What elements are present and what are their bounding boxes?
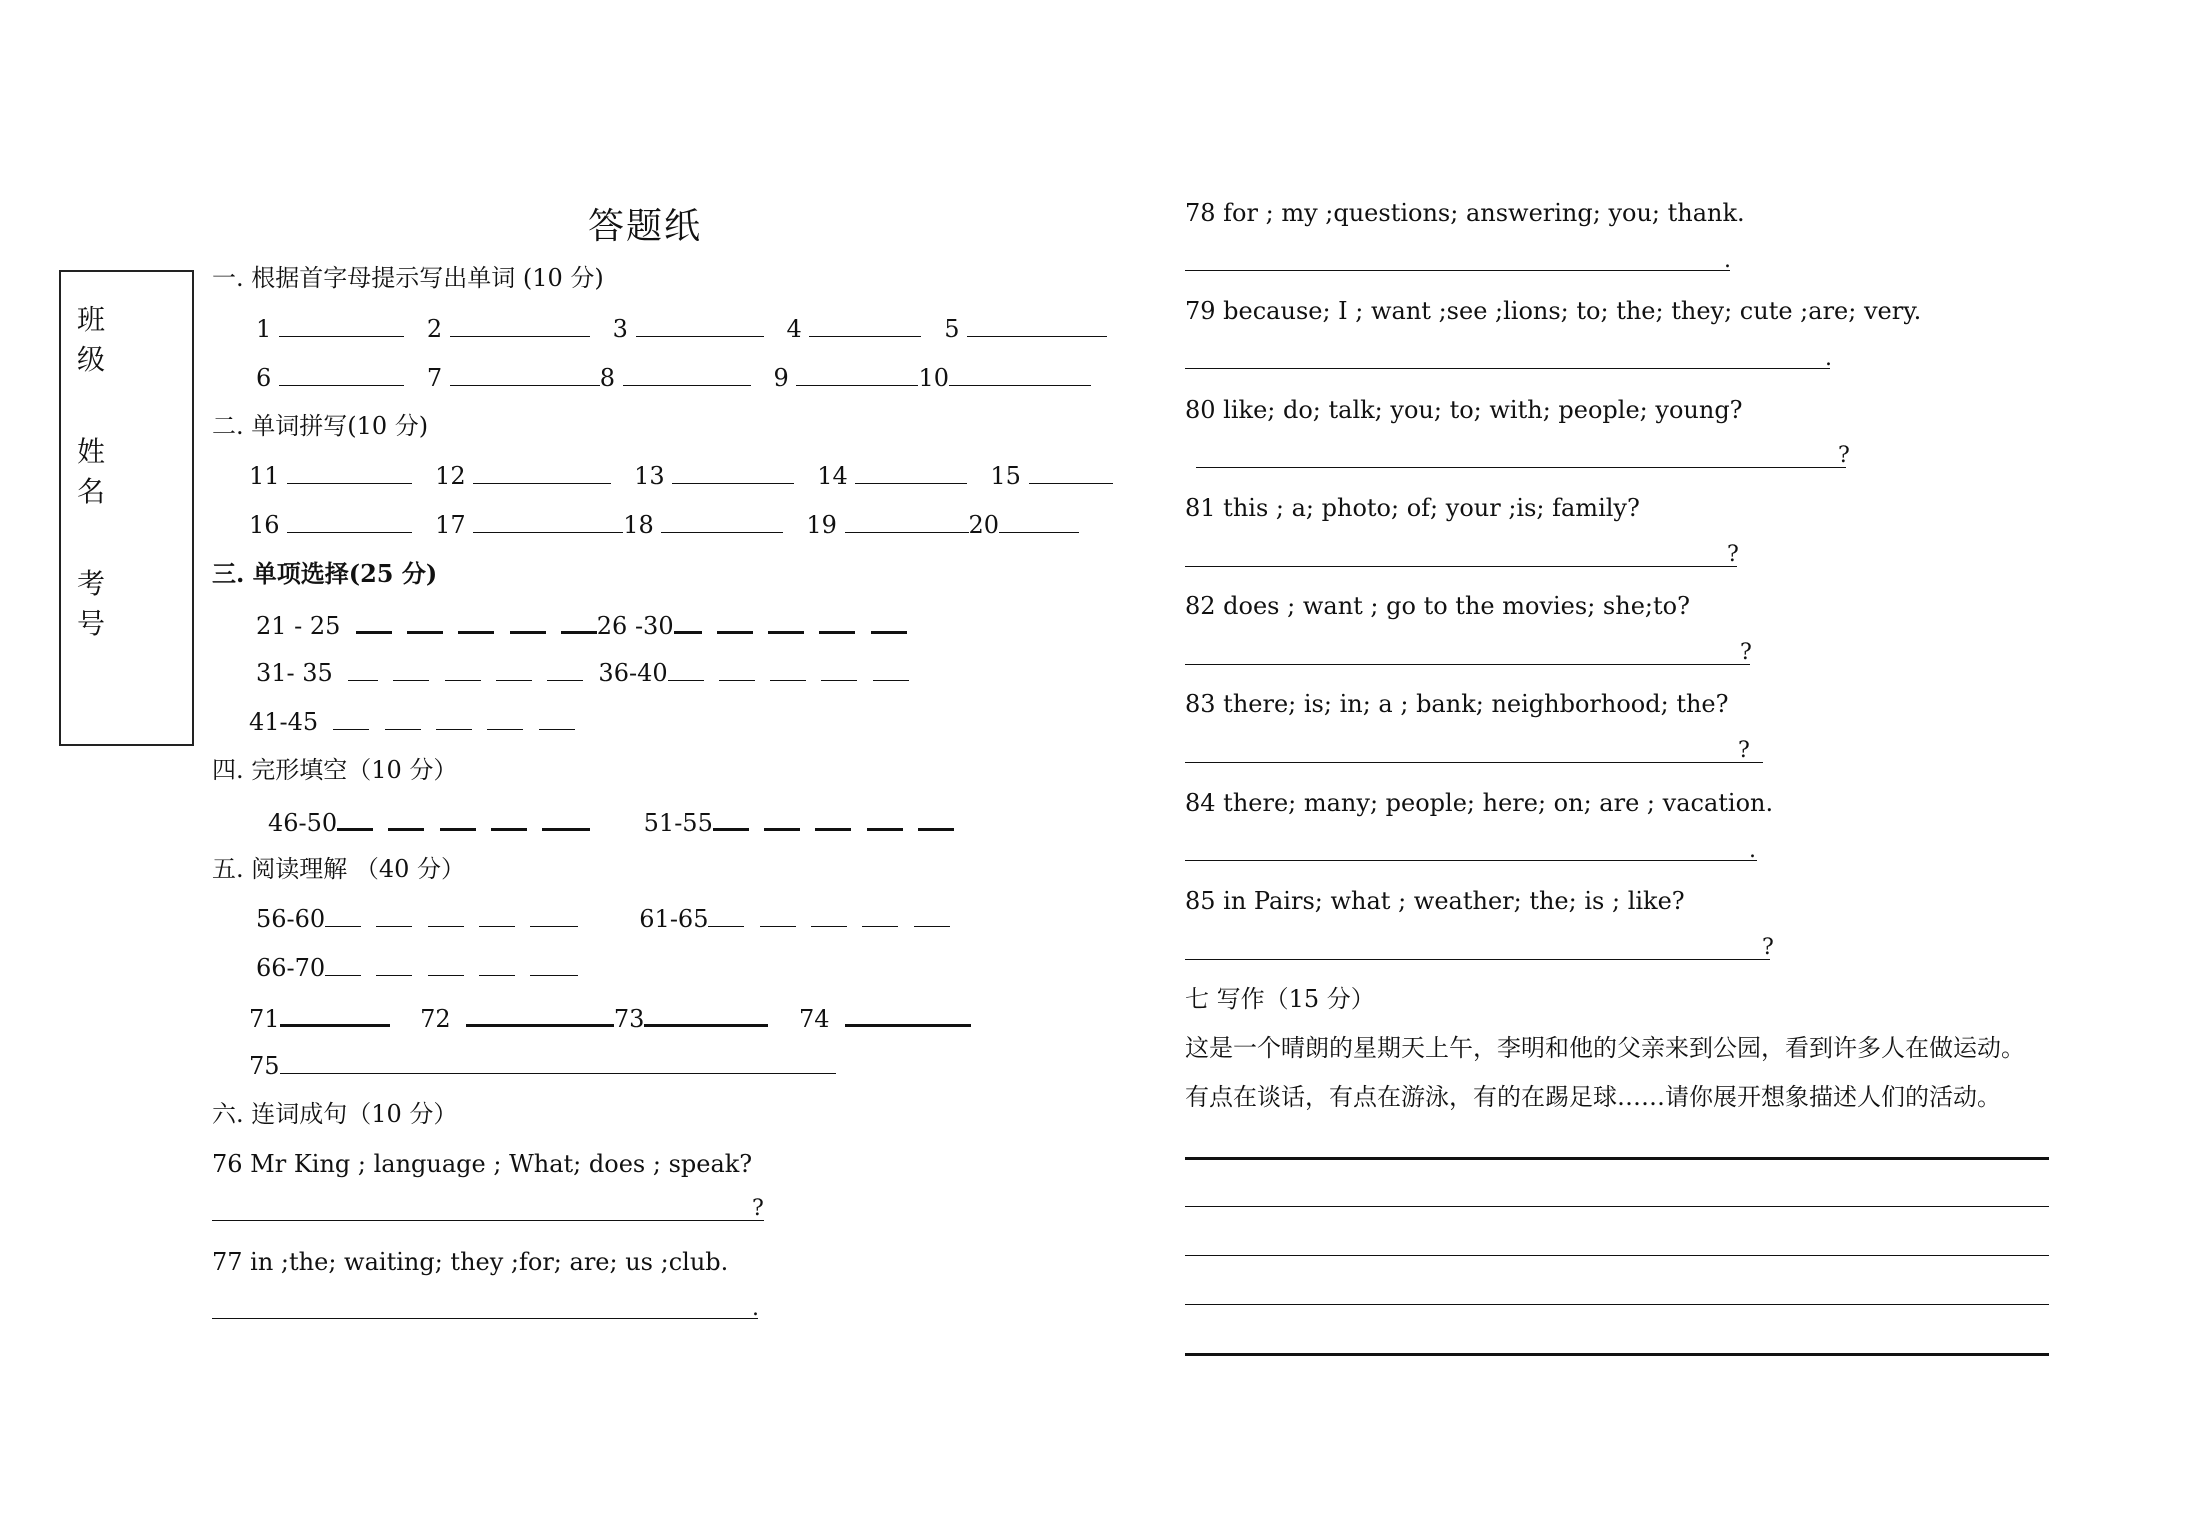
writing-prompt-line-2: 有点在谈话，有点在游泳，有的在踢足球……请你展开想象描述人们的活动。	[1185, 1083, 2001, 1111]
answer-blank-10[interactable]	[949, 363, 1091, 386]
question-78: 78 for ; my ;questions; answering; you; thank.	[1185, 199, 1745, 227]
reading-blank[interactable]	[428, 904, 464, 927]
answer-blank-13[interactable]	[672, 461, 794, 484]
choice-blank[interactable]	[719, 658, 755, 681]
question-80: 80 like; do; talk; you; to; with; people; young?	[1185, 396, 1743, 424]
page-title: 答题纸	[588, 206, 703, 247]
answer-blank-1[interactable]	[279, 314, 404, 337]
name-label: 姓名	[77, 435, 146, 508]
range-label: 51-55	[643, 809, 713, 837]
question-85: 85 in Pairs; what ; weather; the; is ; like?	[1185, 887, 1685, 915]
section-2-row-2	[249, 510, 1079, 539]
section-7-heading: 七 写作（15 分）	[1185, 985, 1375, 1013]
blank-number: 20	[968, 511, 1000, 539]
blank-number: 14	[817, 462, 848, 490]
section-3-heading: 三. 单项选择(25 分)	[212, 559, 438, 588]
period-mark: .	[752, 1296, 759, 1321]
choice-blank[interactable]	[561, 609, 597, 634]
blank-number: 5	[944, 315, 960, 343]
choice-blank[interactable]	[496, 658, 532, 681]
reading-blank[interactable]	[708, 904, 744, 927]
range-label: 66-70	[256, 954, 326, 982]
section-5-row-3	[249, 1002, 971, 1033]
section-6-heading: 六. 连词成句（10 分）	[212, 1100, 458, 1128]
range-label: 21 - 25	[256, 612, 341, 640]
section-2-heading: 二. 单词拼写(10 分)	[212, 412, 429, 440]
blank-number: 6	[256, 364, 272, 392]
choice-blank[interactable]	[819, 609, 855, 634]
question-84: 84 there; many; people; here; on; are ; vacation.	[1185, 789, 1774, 817]
blank-number: 71	[249, 1005, 280, 1033]
cloze-blank[interactable]	[337, 806, 373, 831]
choice-blank[interactable]	[333, 707, 369, 730]
choice-blank[interactable]	[821, 658, 857, 681]
answer-line-83[interactable]	[1185, 762, 1763, 763]
choice-blank[interactable]	[871, 609, 907, 634]
answer-line-85[interactable]	[1185, 959, 1770, 960]
answer-blank-75[interactable]	[280, 1051, 836, 1074]
section-1-row-2	[256, 363, 1091, 392]
blank-number: 12	[435, 462, 466, 490]
blank-number: 9	[773, 364, 789, 392]
writing-line-3[interactable]	[1185, 1255, 2049, 1256]
blank-number: 8	[599, 364, 616, 392]
writing-line-4[interactable]	[1185, 1304, 2049, 1305]
answer-blank-7[interactable]	[450, 363, 600, 386]
question-81: 81 this ; a; photo; of; your ;is; family?	[1185, 494, 1640, 522]
period-mark: .	[1825, 346, 1832, 371]
blank-number: 13	[634, 462, 665, 490]
answer-blank-18[interactable]	[661, 510, 783, 533]
blank-number: 15	[990, 462, 1021, 490]
range-label: 61-65	[639, 905, 709, 933]
cloze-blank[interactable]	[815, 806, 851, 831]
answer-line-82[interactable]	[1185, 664, 1750, 665]
choice-blank[interactable]	[393, 658, 429, 681]
section-5-row-2	[256, 953, 578, 982]
question-79: 79 because; I ; want ;see ;lions; to; the; they; cute ;are; very.	[1185, 297, 1922, 325]
reading-blank[interactable]	[530, 953, 578, 976]
answer-blank-12[interactable]	[473, 461, 611, 484]
reading-blank[interactable]	[914, 904, 950, 927]
answer-blank-16[interactable]	[287, 510, 412, 533]
cloze-blank[interactable]	[440, 806, 476, 831]
answer-line-78[interactable]	[1185, 270, 1730, 271]
choice-blank[interactable]	[770, 658, 806, 681]
answer-blank-3[interactable]	[636, 314, 764, 337]
choice-blank[interactable]	[487, 707, 523, 730]
blank-number: 73	[613, 1005, 645, 1033]
choice-blank[interactable]	[458, 609, 494, 634]
reading-blank[interactable]	[811, 904, 847, 927]
writing-prompt-line-1: 这是一个晴朗的星期天上午，李明和他的父亲来到公园，看到许多人在做运动。	[1185, 1034, 2025, 1062]
blank-number: 7	[426, 364, 443, 392]
question-83: 83 there; is; in; a ; bank; neighborhood; the?	[1185, 690, 1729, 718]
question-77: 77 in ;the; waiting; they ;for; are; us ;club.	[212, 1248, 729, 1276]
answer-blank-71[interactable]	[280, 1002, 390, 1027]
writing-line-1[interactable]	[1185, 1157, 2049, 1160]
cloze-blank[interactable]	[918, 806, 954, 831]
cloze-blank[interactable]	[542, 806, 590, 831]
choice-blank[interactable]	[539, 707, 575, 730]
choice-blank[interactable]	[356, 609, 392, 634]
blank-number: 16	[249, 511, 280, 539]
blank-number: 11	[249, 462, 280, 490]
choice-blank[interactable]	[674, 609, 702, 634]
choice-blank[interactable]	[873, 658, 909, 681]
writing-line-5[interactable]	[1185, 1353, 2049, 1356]
question-82: 82 does ; want ; go to the movies; she;to?	[1185, 592, 1690, 620]
reading-blank[interactable]	[325, 953, 361, 976]
choice-blank[interactable]	[348, 658, 378, 681]
section-3-row-2	[256, 658, 909, 687]
reading-blank[interactable]	[760, 904, 796, 927]
period-mark: .	[1724, 248, 1731, 273]
question-mark: ?	[1727, 542, 1739, 567]
cloze-blank[interactable]	[491, 806, 527, 831]
answer-blank-73[interactable]	[644, 1002, 768, 1027]
answer-blank-17[interactable]	[473, 510, 623, 533]
answer-blank-14[interactable]	[855, 461, 967, 484]
range-label: 41-45	[249, 708, 319, 736]
choice-blank[interactable]	[717, 609, 753, 634]
answer-blank-5[interactable]	[967, 314, 1107, 337]
question-mark: ?	[1838, 443, 1850, 468]
answer-line-84[interactable]	[1185, 860, 1757, 861]
answer-blank-9[interactable]	[796, 363, 918, 386]
range-label: 56-60	[256, 905, 326, 933]
answer-blank-15[interactable]	[1029, 461, 1113, 484]
range-label: 46-50	[268, 809, 338, 837]
section-1-heading: 一. 根据首字母提示写出单词 (10 分)	[212, 264, 604, 292]
reading-blank[interactable]	[530, 904, 578, 927]
class-label: 班级	[77, 303, 146, 376]
writing-line-2[interactable]	[1185, 1206, 2049, 1207]
reading-blank[interactable]	[376, 953, 412, 976]
cloze-blank[interactable]	[388, 806, 424, 831]
section-5-row-4	[249, 1051, 836, 1080]
student-id-label: 考号	[77, 567, 146, 640]
blank-number: 4	[786, 315, 802, 343]
blank-number: 74	[798, 1005, 830, 1033]
choice-blank[interactable]	[385, 707, 421, 730]
range-label: 36-40	[598, 659, 668, 687]
choice-blank[interactable]	[668, 658, 704, 681]
question-mark: ?	[1762, 935, 1774, 960]
section-3-row-3	[249, 707, 575, 736]
blank-number: 1	[256, 315, 272, 343]
cloze-blank[interactable]	[867, 806, 903, 831]
question-76: 76 Mr King ; language ; What; does ; speak?	[212, 1150, 753, 1178]
section-1-row-1	[256, 314, 1107, 343]
choice-blank[interactable]	[445, 658, 481, 681]
answer-line-76[interactable]	[212, 1220, 764, 1221]
answer-blank-74[interactable]	[845, 1002, 971, 1027]
student-info-box	[59, 270, 194, 746]
answer-line-80[interactable]	[1196, 467, 1846, 468]
section-2-row-1	[249, 461, 1113, 490]
reading-blank[interactable]	[479, 904, 515, 927]
reading-blank[interactable]	[376, 904, 412, 927]
section-5-heading: 五. 阅读理解 （40 分）	[212, 855, 466, 883]
question-mark: ?	[1738, 738, 1750, 763]
blank-number: 75	[249, 1052, 280, 1080]
range-label: 31- 35	[256, 659, 333, 687]
blank-number: 72	[420, 1005, 451, 1033]
section-5-row-1	[256, 904, 950, 933]
answer-line-81[interactable]	[1185, 566, 1737, 567]
choice-blank[interactable]	[768, 609, 804, 634]
reading-blank[interactable]	[325, 904, 361, 927]
section-4-row	[268, 806, 954, 837]
answer-blank-6[interactable]	[279, 363, 404, 386]
blank-number: 17	[435, 511, 466, 539]
reading-blank[interactable]	[428, 953, 464, 976]
period-mark: .	[1749, 838, 1756, 863]
cloze-blank[interactable]	[764, 806, 800, 831]
answer-blank-20[interactable]	[999, 510, 1079, 533]
choice-blank[interactable]	[510, 609, 546, 634]
blank-number: 3	[612, 315, 628, 343]
answer-blank-4[interactable]	[809, 314, 921, 337]
choice-blank[interactable]	[407, 609, 443, 634]
blank-number: 18	[623, 511, 654, 539]
reading-blank[interactable]	[479, 953, 515, 976]
answer-blank-8[interactable]	[623, 363, 751, 386]
blank-number: 19	[806, 511, 837, 539]
blank-number: 2	[426, 315, 443, 343]
reading-blank[interactable]	[862, 904, 898, 927]
answer-blank-2[interactable]	[450, 314, 590, 337]
section-3-row-1	[256, 609, 907, 640]
answer-line-79[interactable]	[1185, 368, 1830, 369]
range-label: 26 -30	[596, 612, 674, 640]
answer-blank-19[interactable]	[845, 510, 969, 533]
cloze-blank[interactable]	[713, 806, 749, 831]
answer-blank-11[interactable]	[287, 461, 412, 484]
answer-blank-72[interactable]	[466, 1002, 614, 1027]
section-4-heading: 四. 完形填空（10 分）	[212, 756, 458, 784]
blank-number: 10	[918, 364, 950, 392]
answer-line-77[interactable]	[212, 1318, 758, 1319]
question-mark: ?	[1740, 640, 1752, 665]
choice-blank[interactable]	[547, 658, 583, 681]
question-mark: ?	[752, 1196, 764, 1221]
choice-blank[interactable]	[436, 707, 472, 730]
